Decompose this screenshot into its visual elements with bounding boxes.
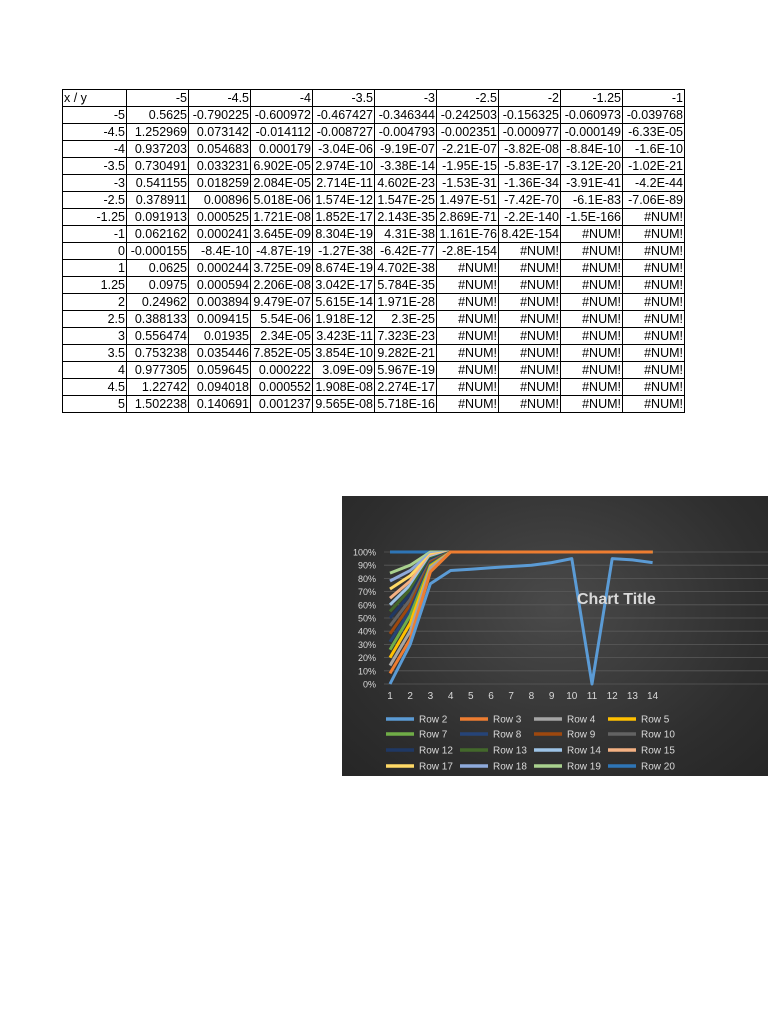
table-cell[interactable]: -0.000977 xyxy=(499,124,561,141)
table-cell[interactable]: 5.018E-06 xyxy=(251,192,313,209)
table-cell[interactable]: 3.423E-11 xyxy=(313,328,375,345)
x-tick-label: 2 xyxy=(407,691,413,702)
table-cell[interactable]: -0.008727 xyxy=(313,124,375,141)
table-cell[interactable]: #NUM! xyxy=(437,328,499,345)
legend-label: Row 9 xyxy=(567,729,596,741)
x-tick-label: 6 xyxy=(488,691,494,702)
table-cell[interactable]: 2.974E-10 xyxy=(313,158,375,175)
table-cell[interactable]: 0.033231 xyxy=(189,158,251,175)
table-cell[interactable]: 1.497E-51 xyxy=(437,192,499,209)
table-cell[interactable]: 0.000525 xyxy=(189,209,251,226)
x-tick-label: 1 xyxy=(387,691,393,702)
row-header[interactable]: 3 xyxy=(63,328,127,345)
y-tick-label: 100% xyxy=(352,547,376,558)
table-cell[interactable]: -0.600972 xyxy=(251,107,313,124)
row-header[interactable]: 5 xyxy=(63,396,127,413)
table-row xyxy=(63,345,685,362)
column-header[interactable]: -4 xyxy=(251,90,313,107)
legend-label: Row 10 xyxy=(641,729,675,741)
table-row xyxy=(63,209,685,226)
table-cell[interactable]: 5.54E-06 xyxy=(251,311,313,328)
legend-label: Row 20 xyxy=(641,761,675,773)
table-cell[interactable]: -0.039768 xyxy=(623,107,685,124)
table-cell[interactable]: 0.091913 xyxy=(127,209,189,226)
table-row xyxy=(63,243,685,260)
table-cell[interactable]: 5.967E-19 xyxy=(375,362,437,379)
table-cell[interactable]: 4.31E-38 xyxy=(375,226,437,243)
table-cell[interactable]: 0.977305 xyxy=(127,362,189,379)
table-row xyxy=(63,362,685,379)
table-cell[interactable]: -4.87E-19 xyxy=(251,243,313,260)
row-header[interactable]: 1.25 xyxy=(63,277,127,294)
table-cell[interactable]: 4.702E-38 xyxy=(375,260,437,277)
table-cell[interactable]: 1.502238 xyxy=(127,396,189,413)
table-cell[interactable]: #NUM! xyxy=(437,379,499,396)
table-cell[interactable]: 0.556474 xyxy=(127,328,189,345)
table-cell[interactable]: 5.718E-16 xyxy=(375,396,437,413)
table-cell[interactable]: 0.000179 xyxy=(251,141,313,158)
table-cell[interactable]: 0.00896 xyxy=(189,192,251,209)
table-cell[interactable]: -3.82E-08 xyxy=(499,141,561,158)
table-cell[interactable]: 0.035446 xyxy=(189,345,251,362)
table-cell[interactable]: #NUM! xyxy=(499,362,561,379)
table-cell[interactable]: -2.21E-07 xyxy=(437,141,499,158)
table-cell[interactable]: -0.156325 xyxy=(499,107,561,124)
y-tick-label: 80% xyxy=(357,573,376,584)
row-header[interactable]: 2 xyxy=(63,294,127,311)
table-cell[interactable]: 8.674E-19 xyxy=(313,260,375,277)
table-cell[interactable]: -3.38E-14 xyxy=(375,158,437,175)
table-cell[interactable]: #NUM! xyxy=(561,311,623,328)
y-tick-label: 60% xyxy=(357,600,376,611)
table-cell[interactable]: #NUM! xyxy=(437,294,499,311)
column-header[interactable]: -1 xyxy=(623,90,685,107)
table-cell[interactable]: 0.001237 xyxy=(251,396,313,413)
table-cell[interactable]: 6.902E-05 xyxy=(251,158,313,175)
table-cell[interactable]: 0.054683 xyxy=(189,141,251,158)
table-cell[interactable]: 9.565E-08 xyxy=(313,396,375,413)
table-cell[interactable]: 0.541155 xyxy=(127,175,189,192)
table-row xyxy=(63,158,685,175)
table-cell[interactable]: -0.004793 xyxy=(375,124,437,141)
table-cell[interactable]: 2.714E-11 xyxy=(313,175,375,192)
table-cell[interactable]: -2.2E-140 xyxy=(499,209,561,226)
table-cell[interactable]: #NUM! xyxy=(499,396,561,413)
corner-header[interactable]: x / y xyxy=(63,90,127,107)
table-cell[interactable]: -0.790225 xyxy=(189,107,251,124)
table-cell[interactable]: -0.242503 xyxy=(437,107,499,124)
table-cell[interactable]: -7.42E-70 xyxy=(499,192,561,209)
table-cell[interactable]: -1.27E-38 xyxy=(313,243,375,260)
table-cell[interactable]: #NUM! xyxy=(437,311,499,328)
table-cell[interactable]: #NUM! xyxy=(499,243,561,260)
column-header[interactable]: -3.5 xyxy=(313,90,375,107)
legend-label: Row 19 xyxy=(567,761,601,773)
table-cell[interactable]: 0.0975 xyxy=(127,277,189,294)
table-body xyxy=(63,90,685,413)
table-cell[interactable]: -9.19E-07 xyxy=(375,141,437,158)
table-row xyxy=(63,277,685,294)
x-tick-label: 11 xyxy=(586,691,598,702)
row-header[interactable]: -2.5 xyxy=(63,192,127,209)
table-cell[interactable]: -0.060973 xyxy=(561,107,623,124)
table-cell[interactable]: #NUM! xyxy=(623,328,685,345)
column-header[interactable]: -4.5 xyxy=(189,90,251,107)
table-cell[interactable]: #NUM! xyxy=(623,277,685,294)
table-cell[interactable]: -1.02E-21 xyxy=(623,158,685,175)
x-tick-label: 10 xyxy=(566,691,578,702)
table-cell[interactable]: 0.009415 xyxy=(189,311,251,328)
table-cell[interactable]: 0.01935 xyxy=(189,328,251,345)
table-cell[interactable]: 0.730491 xyxy=(127,158,189,175)
table-cell[interactable]: 0.937203 xyxy=(127,141,189,158)
legend-label: Row 14 xyxy=(567,745,601,757)
table-cell[interactable]: 0.000222 xyxy=(251,362,313,379)
x-tick-label: 3 xyxy=(427,691,434,702)
table-cell[interactable]: -1.5E-166 xyxy=(561,209,623,226)
table-cell[interactable]: #NUM! xyxy=(437,362,499,379)
row-header[interactable]: -4 xyxy=(63,141,127,158)
table-cell[interactable]: 1.22742 xyxy=(127,379,189,396)
table-cell[interactable]: 4.602E-23 xyxy=(375,175,437,192)
table-cell[interactable]: #NUM! xyxy=(561,260,623,277)
table-cell[interactable]: #NUM! xyxy=(437,277,499,294)
table-cell[interactable]: -8.4E-10 xyxy=(189,243,251,260)
row-header[interactable]: 4.5 xyxy=(63,379,127,396)
table-cell[interactable]: #NUM! xyxy=(623,294,685,311)
table-cell[interactable]: -1.6E-10 xyxy=(623,141,685,158)
table-cell[interactable]: 3.854E-10 xyxy=(313,345,375,362)
table-cell[interactable]: #NUM! xyxy=(499,311,561,328)
table-cell[interactable]: #NUM! xyxy=(499,260,561,277)
y-tick-label: 30% xyxy=(357,639,376,650)
table-cell[interactable]: 7.852E-05 xyxy=(251,345,313,362)
x-tick-label: 4 xyxy=(447,691,454,702)
table-cell[interactable]: 0.000552 xyxy=(251,379,313,396)
table-cell[interactable]: #NUM! xyxy=(561,277,623,294)
row-header[interactable]: 3.5 xyxy=(63,345,127,362)
table-cell[interactable]: -6.42E-77 xyxy=(375,243,437,260)
table-cell[interactable]: -0.467427 xyxy=(313,107,375,124)
row-header[interactable]: -3 xyxy=(63,175,127,192)
table-cell[interactable]: #NUM! xyxy=(623,243,685,260)
header-row xyxy=(63,90,685,107)
table-cell[interactable]: 3.645E-09 xyxy=(251,226,313,243)
table-cell[interactable]: #NUM! xyxy=(499,328,561,345)
table-cell[interactable]: #NUM! xyxy=(561,362,623,379)
line-chart[interactable] xyxy=(342,496,768,776)
table-cell[interactable]: -2.8E-154 xyxy=(437,243,499,260)
table-cell[interactable]: #NUM! xyxy=(561,379,623,396)
table-cell[interactable]: 2.3E-25 xyxy=(375,311,437,328)
row-header[interactable]: 4 xyxy=(63,362,127,379)
x-tick-label: 13 xyxy=(626,691,638,702)
table-cell[interactable]: 0.094018 xyxy=(189,379,251,396)
table-cell[interactable]: #NUM! xyxy=(561,226,623,243)
table-cell[interactable]: -6.1E-83 xyxy=(561,192,623,209)
table-cell[interactable]: 0.003894 xyxy=(189,294,251,311)
table-cell[interactable]: 2.084E-05 xyxy=(251,175,313,192)
table-cell[interactable]: 1.721E-08 xyxy=(251,209,313,226)
row-header[interactable]: -1.25 xyxy=(63,209,127,226)
table-cell[interactable]: 2.143E-35 xyxy=(375,209,437,226)
table-cell[interactable]: #NUM! xyxy=(561,396,623,413)
legend-label: Row 18 xyxy=(493,761,527,773)
legend-label: Row 15 xyxy=(641,745,675,757)
row-header[interactable]: -1 xyxy=(63,226,127,243)
chart-svg xyxy=(342,496,768,776)
table-cell[interactable]: #NUM! xyxy=(561,345,623,362)
table-cell[interactable]: 0.059645 xyxy=(189,362,251,379)
x-tick-label: 8 xyxy=(528,691,535,702)
table-cell[interactable]: 0.000241 xyxy=(189,226,251,243)
table-cell[interactable]: 5.615E-14 xyxy=(313,294,375,311)
table-cell[interactable]: #NUM! xyxy=(623,209,685,226)
column-header[interactable]: -3 xyxy=(375,90,437,107)
table-cell[interactable]: 0.388133 xyxy=(127,311,189,328)
table-row xyxy=(63,192,685,209)
table-cell[interactable]: -1.53E-31 xyxy=(437,175,499,192)
table-cell[interactable]: #NUM! xyxy=(623,345,685,362)
row-header[interactable]: -3.5 xyxy=(63,158,127,175)
table-cell[interactable]: 0.062162 xyxy=(127,226,189,243)
table-cell[interactable]: 1.971E-28 xyxy=(375,294,437,311)
legend-label: Row 2 xyxy=(419,714,448,726)
table-cell[interactable]: 2.206E-08 xyxy=(251,277,313,294)
table-cell[interactable]: 1.908E-08 xyxy=(313,379,375,396)
table-cell[interactable]: 5.784E-35 xyxy=(375,277,437,294)
table-cell[interactable]: 0.073142 xyxy=(189,124,251,141)
table-cell[interactable]: -0.002351 xyxy=(437,124,499,141)
table-cell[interactable]: #NUM! xyxy=(623,226,685,243)
table-cell[interactable]: -0.346344 xyxy=(375,107,437,124)
row-header[interactable]: 1 xyxy=(63,260,127,277)
table-row xyxy=(63,124,685,141)
table-cell[interactable]: 3.09E-09 xyxy=(313,362,375,379)
chart-title: Chart Title xyxy=(577,591,656,608)
table-cell[interactable]: -0.014112 xyxy=(251,124,313,141)
table-cell[interactable]: 9.479E-07 xyxy=(251,294,313,311)
row-header[interactable]: -4.5 xyxy=(63,124,127,141)
x-tick-label: 9 xyxy=(548,691,555,702)
table-cell[interactable]: -5.83E-17 xyxy=(499,158,561,175)
table-cell[interactable]: 3.725E-09 xyxy=(251,260,313,277)
table-cell[interactable]: 1.252969 xyxy=(127,124,189,141)
table-row xyxy=(63,328,685,345)
table-cell[interactable]: -1.36E-34 xyxy=(499,175,561,192)
x-tick-label: 14 xyxy=(647,691,659,702)
table-cell[interactable]: 0.140691 xyxy=(189,396,251,413)
table-cell[interactable]: #NUM! xyxy=(623,362,685,379)
column-header[interactable]: -5 xyxy=(127,90,189,107)
table-cell[interactable]: #NUM! xyxy=(623,311,685,328)
legend-label: Row 3 xyxy=(493,714,522,726)
table-cell[interactable]: -3.12E-20 xyxy=(561,158,623,175)
table-cell[interactable]: #NUM! xyxy=(623,396,685,413)
y-tick-label: 40% xyxy=(357,626,376,637)
table-cell[interactable]: 2.34E-05 xyxy=(251,328,313,345)
table-row xyxy=(63,379,685,396)
legend-label: Row 8 xyxy=(493,729,522,741)
legend-label: Row 17 xyxy=(419,761,453,773)
table-cell[interactable]: 1.852E-17 xyxy=(313,209,375,226)
data-table xyxy=(62,89,685,413)
table-cell[interactable]: 0.018259 xyxy=(189,175,251,192)
table-row xyxy=(63,226,685,243)
table-cell[interactable]: #NUM! xyxy=(499,277,561,294)
table-cell[interactable]: 8.42E-154 xyxy=(499,226,561,243)
table-cell[interactable]: -6.33E-05 xyxy=(623,124,685,141)
table-cell[interactable]: 7.323E-23 xyxy=(375,328,437,345)
y-tick-label: 10% xyxy=(357,666,376,677)
table-row xyxy=(63,396,685,413)
table-row xyxy=(63,141,685,158)
table-cell[interactable]: #NUM! xyxy=(561,243,623,260)
table-cell[interactable]: 0.000244 xyxy=(189,260,251,277)
table-cell[interactable]: 2.274E-17 xyxy=(375,379,437,396)
table-cell[interactable]: 0.0625 xyxy=(127,260,189,277)
table-cell[interactable]: 0.753238 xyxy=(127,345,189,362)
table-cell[interactable]: #NUM! xyxy=(499,379,561,396)
y-tick-label: 20% xyxy=(357,653,376,664)
table-cell[interactable]: #NUM! xyxy=(437,396,499,413)
table-cell[interactable]: -3.04E-06 xyxy=(313,141,375,158)
y-tick-label: 50% xyxy=(357,613,376,624)
table-cell[interactable]: #NUM! xyxy=(623,260,685,277)
y-tick-label: 0% xyxy=(362,679,376,690)
table-cell[interactable]: -4.2E-44 xyxy=(623,175,685,192)
table-cell[interactable]: 1.918E-12 xyxy=(313,311,375,328)
table-cell[interactable]: -3.91E-41 xyxy=(561,175,623,192)
table-cell[interactable]: #NUM! xyxy=(499,345,561,362)
table-cell[interactable]: -8.84E-10 xyxy=(561,141,623,158)
table-row xyxy=(63,107,685,124)
legend-label: Row 4 xyxy=(567,714,596,726)
table-cell[interactable]: #NUM! xyxy=(561,328,623,345)
table-cell[interactable]: 1.161E-76 xyxy=(437,226,499,243)
table-cell[interactable]: 1.547E-25 xyxy=(375,192,437,209)
legend-label: Row 13 xyxy=(493,745,527,757)
legend-label: Row 12 xyxy=(419,745,453,757)
table-cell[interactable]: 0.24962 xyxy=(127,294,189,311)
legend-label: Row 7 xyxy=(419,729,448,741)
table-cell[interactable]: 2.869E-71 xyxy=(437,209,499,226)
column-header[interactable]: -1.25 xyxy=(561,90,623,107)
column-header[interactable]: -2 xyxy=(499,90,561,107)
table-cell[interactable]: 0.378911 xyxy=(127,192,189,209)
x-tick-label: 12 xyxy=(606,691,618,702)
series-line xyxy=(390,552,653,666)
table-cell[interactable]: 8.304E-19 xyxy=(313,226,375,243)
table-cell[interactable]: -0.000149 xyxy=(561,124,623,141)
row-header[interactable]: 0 xyxy=(63,243,127,260)
y-tick-label: 90% xyxy=(357,560,376,571)
x-tick-label: 7 xyxy=(508,691,514,702)
table-cell[interactable]: #NUM! xyxy=(499,294,561,311)
column-header[interactable]: -2.5 xyxy=(437,90,499,107)
table-row xyxy=(63,175,685,192)
table-cell[interactable]: #NUM! xyxy=(437,345,499,362)
table-cell[interactable]: #NUM! xyxy=(437,260,499,277)
row-header[interactable]: 2.5 xyxy=(63,311,127,328)
table-cell[interactable]: -7.06E-89 xyxy=(623,192,685,209)
table-cell[interactable]: 0.5625 xyxy=(127,107,189,124)
table-cell[interactable]: -1.95E-15 xyxy=(437,158,499,175)
table-cell[interactable]: #NUM! xyxy=(623,379,685,396)
table-row xyxy=(63,311,685,328)
legend-label: Row 5 xyxy=(641,714,670,726)
table-cell[interactable]: 1.574E-12 xyxy=(313,192,375,209)
table-cell[interactable]: 9.282E-21 xyxy=(375,345,437,362)
table-row xyxy=(63,294,685,311)
x-tick-label: 5 xyxy=(468,691,474,702)
table-cell[interactable]: 3.042E-17 xyxy=(313,277,375,294)
y-tick-label: 70% xyxy=(357,587,376,598)
table-cell[interactable]: -0.000155 xyxy=(127,243,189,260)
row-header[interactable]: -5 xyxy=(63,107,127,124)
table-cell[interactable]: #NUM! xyxy=(561,294,623,311)
table-cell[interactable]: 0.000594 xyxy=(189,277,251,294)
table-row xyxy=(63,260,685,277)
